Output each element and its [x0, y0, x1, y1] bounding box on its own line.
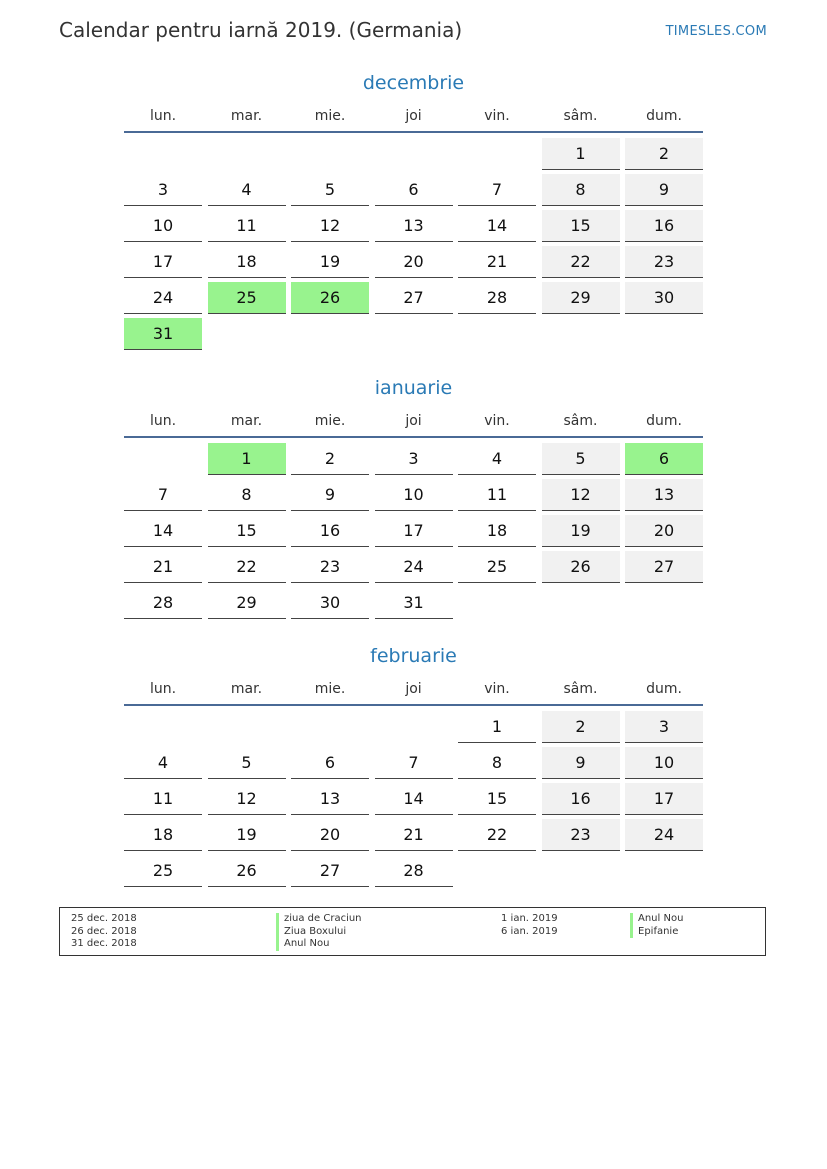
- day-cell: 20: [291, 819, 369, 851]
- day-cell: 7: [375, 747, 453, 779]
- day-cell: 16: [542, 783, 620, 815]
- day-cell: 5: [291, 174, 369, 206]
- day-cell: 20: [375, 246, 453, 278]
- weekday-label: mie.: [314, 413, 346, 429]
- month-title: februarie: [370, 645, 457, 667]
- empty-cell: [458, 855, 536, 887]
- day-cell: 14: [375, 783, 453, 815]
- month-title: decembrie: [362, 72, 465, 94]
- weekday-label: lun.: [149, 413, 177, 429]
- day-cell: 15: [208, 515, 286, 547]
- weekday-label: sâm.: [563, 681, 598, 697]
- day-cell: 11: [458, 479, 536, 511]
- empty-cell: [208, 711, 286, 743]
- day-cell: 9: [625, 174, 703, 206]
- legend-holiday-name: Anul Nou: [276, 938, 362, 951]
- weekday-label: vin.: [484, 108, 510, 124]
- empty-cell: [625, 587, 703, 619]
- day-cell: 30: [625, 282, 703, 314]
- empty-cell: [124, 711, 202, 743]
- empty-cell: [208, 318, 286, 350]
- legend-holiday-name: Ziua Boxului: [276, 926, 362, 939]
- empty-cell: [375, 138, 453, 170]
- day-cell: 11: [124, 783, 202, 815]
- weekday-label: sâm.: [563, 108, 598, 124]
- day-cell: 26: [291, 282, 369, 314]
- weekday-label: vin.: [484, 681, 510, 697]
- month-january: [124, 375, 703, 619]
- day-cell: 18: [208, 246, 286, 278]
- day-cell: 29: [208, 587, 286, 619]
- day-cell: 25: [458, 551, 536, 583]
- day-cell: 27: [291, 855, 369, 887]
- day-cell: 2: [625, 138, 703, 170]
- weekday-header: [124, 678, 703, 704]
- day-cell: 24: [625, 819, 703, 851]
- day-cell: 7: [124, 479, 202, 511]
- day-cell: 4: [458, 443, 536, 475]
- day-cell: 23: [291, 551, 369, 583]
- brand-link[interactable]: TIMESLES.COM: [665, 24, 767, 39]
- legend-date: 1 ian. 2019: [501, 913, 558, 924]
- legend-date: 26 dec. 2018: [71, 925, 137, 937]
- day-cell: 22: [542, 246, 620, 278]
- empty-cell: [124, 443, 202, 475]
- weekday-header: [124, 105, 703, 131]
- page-title: Calendar pentru iarnă 2019. (Germania): [59, 18, 463, 42]
- day-cell: 1: [542, 138, 620, 170]
- weekday-label: dum.: [646, 681, 682, 697]
- day-cell: 13: [291, 783, 369, 815]
- day-cell: 4: [208, 174, 286, 206]
- day-cell: 14: [458, 210, 536, 242]
- day-cell: 6: [375, 174, 453, 206]
- header-rule: [124, 436, 703, 438]
- day-cell: 23: [625, 246, 703, 278]
- weekday-label: mar.: [230, 108, 263, 124]
- day-cell: 19: [291, 246, 369, 278]
- day-cell: 10: [124, 210, 202, 242]
- day-cell: 29: [542, 282, 620, 314]
- legend-holiday-name: ziua de Craciun: [276, 913, 362, 926]
- day-cell: 6: [625, 443, 703, 475]
- legend-holiday-name: Epifanie: [630, 926, 683, 939]
- empty-cell: [458, 318, 536, 350]
- weekday-label: dum.: [646, 413, 682, 429]
- day-cell: 31: [124, 318, 202, 350]
- month-december: [124, 70, 703, 350]
- day-cell: 24: [375, 551, 453, 583]
- empty-cell: [458, 587, 536, 619]
- month-title: ianuarie: [374, 377, 453, 399]
- day-cell: 9: [542, 747, 620, 779]
- month-february: [124, 643, 703, 887]
- day-cell: 21: [375, 819, 453, 851]
- day-cell: 2: [291, 443, 369, 475]
- legend-date: 31 dec. 2018: [71, 938, 137, 949]
- day-cell: 19: [542, 515, 620, 547]
- day-cell: 11: [208, 210, 286, 242]
- day-cell: 27: [375, 282, 453, 314]
- empty-cell: [375, 318, 453, 350]
- day-cell: 12: [291, 210, 369, 242]
- day-cell: 28: [375, 855, 453, 887]
- day-cell: 18: [458, 515, 536, 547]
- day-cell: 21: [124, 551, 202, 583]
- day-cell: 22: [458, 819, 536, 851]
- weekday-label: lun.: [149, 681, 177, 697]
- day-cell: 8: [542, 174, 620, 206]
- empty-cell: [458, 138, 536, 170]
- day-cell: 18: [124, 819, 202, 851]
- weekday-label: lun.: [149, 108, 177, 124]
- header-rule: [124, 131, 703, 133]
- empty-cell: [542, 587, 620, 619]
- day-cell: 23: [542, 819, 620, 851]
- day-cell: 5: [542, 443, 620, 475]
- day-grid: [124, 711, 703, 887]
- day-cell: 3: [124, 174, 202, 206]
- empty-cell: [375, 711, 453, 743]
- day-cell: 24: [124, 282, 202, 314]
- day-cell: 9: [291, 479, 369, 511]
- day-cell: 28: [458, 282, 536, 314]
- empty-cell: [542, 855, 620, 887]
- day-cell: 8: [458, 747, 536, 779]
- day-cell: 4: [124, 747, 202, 779]
- legend-left-names: [276, 913, 362, 951]
- empty-cell: [124, 138, 202, 170]
- weekday-label: mie.: [314, 108, 346, 124]
- day-cell: 1: [458, 711, 536, 743]
- day-cell: 12: [208, 783, 286, 815]
- day-cell: 15: [542, 210, 620, 242]
- day-cell: 13: [625, 479, 703, 511]
- weekday-label: joi: [405, 681, 422, 697]
- day-cell: 31: [375, 587, 453, 619]
- day-cell: 3: [625, 711, 703, 743]
- legend-right-names: [630, 913, 683, 938]
- weekday-header: [124, 410, 703, 436]
- day-cell: 26: [208, 855, 286, 887]
- legend-left-dates: [71, 913, 137, 951]
- day-cell: 25: [124, 855, 202, 887]
- legend-date: 6 ian. 2019: [501, 925, 558, 937]
- holiday-legend: [59, 907, 766, 956]
- day-cell: 20: [625, 515, 703, 547]
- day-cell: 16: [291, 515, 369, 547]
- weekday-label: vin.: [484, 413, 510, 429]
- weekday-label: mie.: [314, 681, 346, 697]
- day-cell: 2: [542, 711, 620, 743]
- legend-holiday-name: Anul Nou: [630, 913, 683, 926]
- day-cell: 25: [208, 282, 286, 314]
- day-grid: [124, 138, 703, 350]
- day-cell: 6: [291, 747, 369, 779]
- day-cell: 22: [208, 551, 286, 583]
- weekday-label: joi: [405, 108, 422, 124]
- legend-right-dates: [501, 913, 558, 938]
- day-cell: 12: [542, 479, 620, 511]
- day-cell: 21: [458, 246, 536, 278]
- legend-date: 25 dec. 2018: [71, 913, 137, 924]
- day-cell: 5: [208, 747, 286, 779]
- day-grid: [124, 443, 703, 619]
- weekday-label: mar.: [230, 413, 263, 429]
- day-cell: 13: [375, 210, 453, 242]
- day-cell: 26: [542, 551, 620, 583]
- weekday-label: dum.: [646, 108, 682, 124]
- day-cell: 28: [124, 587, 202, 619]
- empty-cell: [542, 318, 620, 350]
- weekday-label: sâm.: [563, 413, 598, 429]
- day-cell: 1: [208, 443, 286, 475]
- day-cell: 27: [625, 551, 703, 583]
- day-cell: 15: [458, 783, 536, 815]
- empty-cell: [291, 318, 369, 350]
- day-cell: 3: [375, 443, 453, 475]
- empty-cell: [291, 138, 369, 170]
- day-cell: 14: [124, 515, 202, 547]
- day-cell: 16: [625, 210, 703, 242]
- day-cell: 10: [375, 479, 453, 511]
- day-cell: 7: [458, 174, 536, 206]
- day-cell: 19: [208, 819, 286, 851]
- empty-cell: [625, 318, 703, 350]
- empty-cell: [291, 711, 369, 743]
- header-rule: [124, 704, 703, 706]
- day-cell: 10: [625, 747, 703, 779]
- empty-cell: [625, 855, 703, 887]
- weekday-label: joi: [405, 413, 422, 429]
- day-cell: 17: [625, 783, 703, 815]
- day-cell: 17: [124, 246, 202, 278]
- weekday-label: mar.: [230, 681, 263, 697]
- day-cell: 17: [375, 515, 453, 547]
- day-cell: 8: [208, 479, 286, 511]
- day-cell: 30: [291, 587, 369, 619]
- empty-cell: [208, 138, 286, 170]
